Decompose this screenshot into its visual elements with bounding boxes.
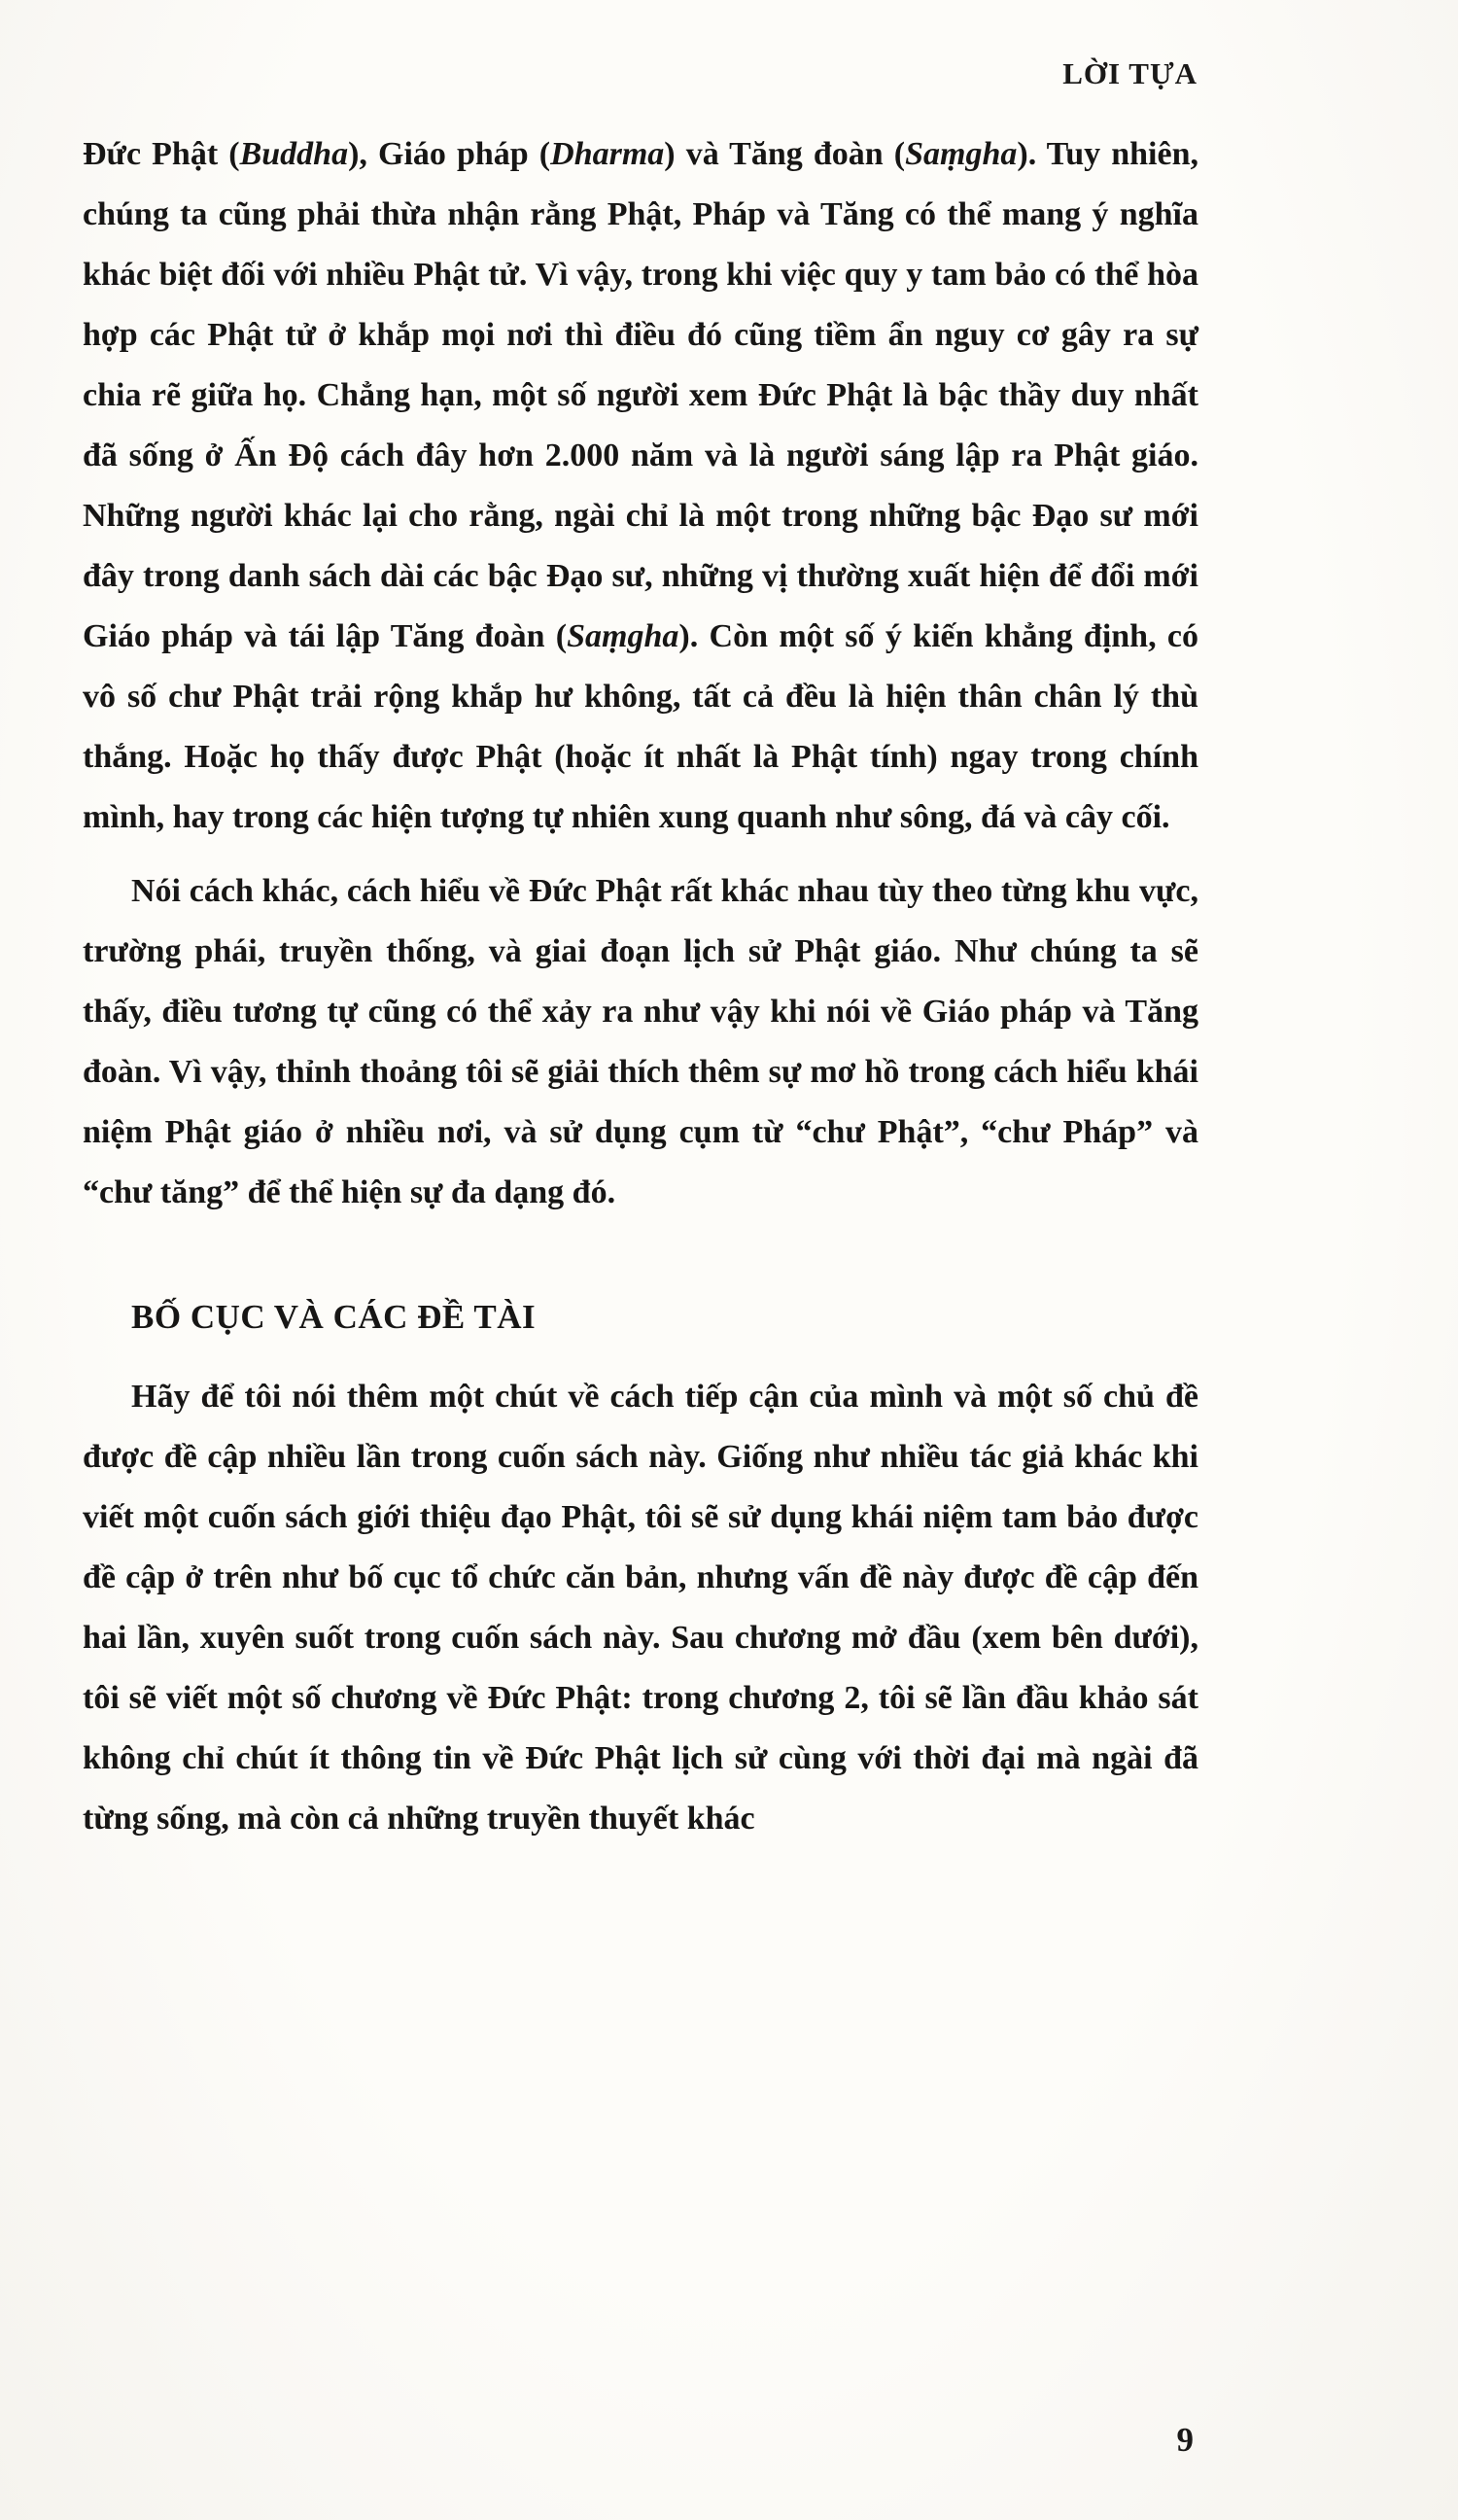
page-number: 9 (1176, 2421, 1194, 2459)
paragraph-2: Nói cách khác, cách hiểu về Đức Phật rất khác nhau tùy theo từng khu vực, trường phái, truyền thống, và giai đoạn lịch sử Phật giáo. Như chúng ta sẽ thấy, điều tương tự cũng có thể xảy ra như vậy khi nói về Giáo pháp và Tăng đoàn. Vì vậy, thỉnh thoảng tôi sẽ giải thích thêm sự mơ hồ trong cách hiểu khái niệm Phật giáo ở nhiều nơi, và sử dụng cụm từ “chư Phật”, “chư Pháp” và “chư tăng” để thể hiện sự đa dạng đó. (83, 873, 1198, 1210)
section-heading: BỐ CỤC VÀ CÁC ĐỀ TÀI (131, 1298, 537, 1336)
paragraph-3: Hãy để tôi nói thêm một chút về cách tiếp cận của mình và một số chủ đề được đề cập nhiều lần trong cuốn sách này. Giống như nhiều tác giả khác khi viết một cuốn sách giới thiệu đạo Phật, tôi sẽ sử dụng khái niệm tam bảo được đề cập ở trên như bố cục tổ chức căn bản, nhưng vấn đề này được đề cập đến hai lần, xuyên suốt trong cuốn sách này. Sau chương mở đầu (xem bên dưới), tôi sẽ viết một số chương về Đức Phật: trong chương 2, tôi sẽ lần đầu khảo sát không chỉ chút ít thông tin về Đức Phật lịch sử cùng với thời đại mà ngài đã từng sống, mà còn cả những truyền thuyết khác (83, 1379, 1198, 1837)
body-text (83, 124, 1198, 1863)
running-header: LỜI TỰA (1062, 56, 1198, 90)
paragraph-1: Đức Phật (Buddha), Giáo pháp (Dharma) và Tăng đoàn (Saṃgha). Tuy nhiên, chúng ta cũng phải thừa nhận rằng Phật, Pháp và Tăng có thể mang ý nghĩa khác biệt đối với nhiều Phật tử. Vì vậy, trong khi việc quy y tam bảo có thể hòa hợp các Phật tử ở khắp mọi nơi thì điều đó cũng tiềm ẩn nguy cơ gây ra sự chia rẽ giữa họ. Chẳng hạn, một số người xem Đức Phật là bậc thầy duy nhất đã sống ở Ấn Độ cách đây hơn 2.000 năm và là người sáng lập ra Phật giáo. Những người khác lại cho rằng, ngài chỉ là một trong những bậc Đạo sư mới đây trong danh sách dài các bậc Đạo sư, những vị thường xuất hiện để đổi mới Giáo pháp và tái lập Tăng đoàn (Saṃgha). Còn một số ý kiến khẳng định, có vô số chư Phật trải rộng khắp hư không, tất cả đều là hiện thân chân lý thù thắng. Hoặc họ thấy được Phật (hoặc ít nhất là Phật tính) ngay trong chính mình, hay trong các hiện tượng tự nhiên xung quanh như sông, đá và cây cối. (83, 136, 1199, 835)
